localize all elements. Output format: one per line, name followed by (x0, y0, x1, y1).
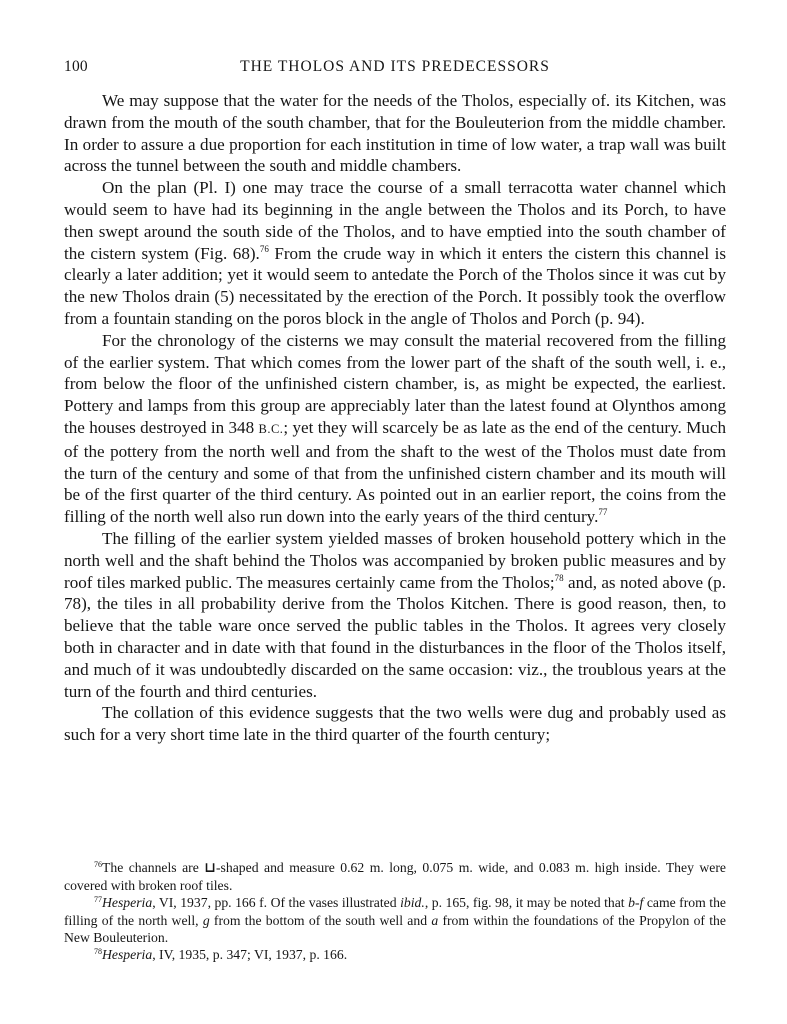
paragraph-2 (64, 177, 726, 330)
footnote-number: 76 (94, 860, 102, 869)
paragraph-1-text: We may suppose that the water for the needs of the Tholos, especially of. its Kitchen, was drawn from the mouth of the south chamber, that for the Bouleuterion from the middle chamber. In order to assure a due proportion for each institution in time of low water, a trap wall was built across the tunnel between the south and middle chambers. (64, 91, 726, 176)
footnote-77-text-d: from the bottom of the south well and (209, 912, 432, 928)
paragraph-3 (64, 330, 726, 528)
footnotes (64, 859, 726, 963)
footnote-78-text: , IV, 1935, p. 347; VI, 1937, p. 166. (152, 947, 348, 963)
vase-letter-g: g (202, 912, 210, 928)
footnote-77 (64, 894, 726, 946)
paragraph-2-text-a: On the plan (Pl. I) one may trace the course of a small terracotta water channel which would seem to have had its beginning in the angle between the Tholos and its Porch, to have then swept around the south side of the Tholos, and to have emptied into the south chamber of the cistern system (Fig. 68). (64, 178, 726, 263)
ibid: ibid. (400, 895, 425, 911)
journal-title: Hesperia (102, 947, 153, 963)
footnote-77-text-e: from within the foundations of the Propylon of the New Bouleuterion. (64, 912, 726, 945)
footnote-number: 78 (94, 947, 102, 957)
footnote-77-text-a: , VI, 1937, pp. 166 f. Of the vases illustrated (152, 895, 401, 911)
paragraph-5 (64, 702, 726, 746)
paragraph-5-text: The collation of this evidence suggests that the two wells were dug and probably used as such for a very short time late in the third quarter of the fourth century; (64, 703, 726, 745)
paragraph-4-text-b: and, as noted above (p. 78), the tiles in all probability derive from the Tholos Kitchen. There is good reason, then, to believe that the table ware once served the public tables in the Tholos. It agrees very closely both in character and in date with that found in the disturbances in the floor of the Tholos itself, and much of it was undoubtedly discarded on the same occasion: viz., the troublous years at the turn of the fourth and third centuries. (64, 572, 726, 701)
footnote-76-text-b: -shaped and measure 0.62 m. long, 0.075 m. wide, and 0.083 m. high inside. They were covered with broken roof tiles. (64, 860, 726, 894)
footnote-number: 77 (94, 895, 102, 905)
era-abbreviation: B.C. (258, 421, 284, 436)
footnote-ref-78: 78 (554, 572, 564, 583)
paragraph-3-text-b: ; yet they will scarcely be as late as the end of the century. Much of the pottery from the north well and from the shaft to the west of the Tholos must date from the turn of the century and some of that from the unfinished cistern chamber and its mouth will be of the first quarter of the third century. As pointed out in an earlier report, the coins from the filling of the north well also run down into the early years of the third century. (64, 417, 726, 527)
page-number: 100 (64, 58, 88, 75)
channel-shape-icon: ⊔ (204, 861, 216, 876)
vase-letter-a: a (431, 912, 439, 928)
paragraph-3-text-a: For the chronology of the cisterns we may consult the material recovered from the filling of the earlier system. That which comes from the lower part of the shaft of the south well, i. e., from below the floor of the unfinished cistern chamber, is, as might be expected, the earliest. Pottery and lamps from this group are appreciably later than the latest found at Olynthos among the houses destroyed in 348 (64, 330, 726, 437)
footnote-76-text-a: The channels are (102, 860, 205, 875)
paragraph-1 (64, 90, 726, 177)
paragraph-4 (64, 528, 726, 702)
vase-letters-b-f: b-f (628, 895, 644, 911)
paragraph-2-text-b: From the crude way in which it enters the cistern this channel is clearly a later addition; yet it would seem to antedate the Porch of the Tholos since it was cut by the new Tholos drain (5) necessitated by the erection of the Porch. It possibly took the overflow from a fountain standing on the poros block in the angle of Tholos and Porch (p. 94). (64, 243, 726, 328)
footnote-ref-77: 77 (598, 507, 608, 518)
footnote-78 (64, 946, 726, 963)
running-header (64, 58, 726, 80)
footnote-77-text-b: , p. 165, fig. 98, it may be noted that (424, 895, 629, 911)
journal-title: Hesperia (102, 895, 153, 911)
footnote-ref-76: 76 (259, 243, 269, 254)
paragraph-4-text-a: The filling of the earlier system yielded masses of broken household pottery which in the north well and the shaft behind the Tholos was accompanied by broken public measures and by roof tiles marked public. The measures certainly came from the Tholos; (64, 528, 726, 592)
footnote-76 (64, 859, 726, 894)
running-title: THE THOLOS AND ITS PREDECESSORS (240, 58, 550, 75)
footnote-77-text-c: came from the filling of the north well, (64, 895, 726, 928)
body-text (64, 90, 726, 746)
